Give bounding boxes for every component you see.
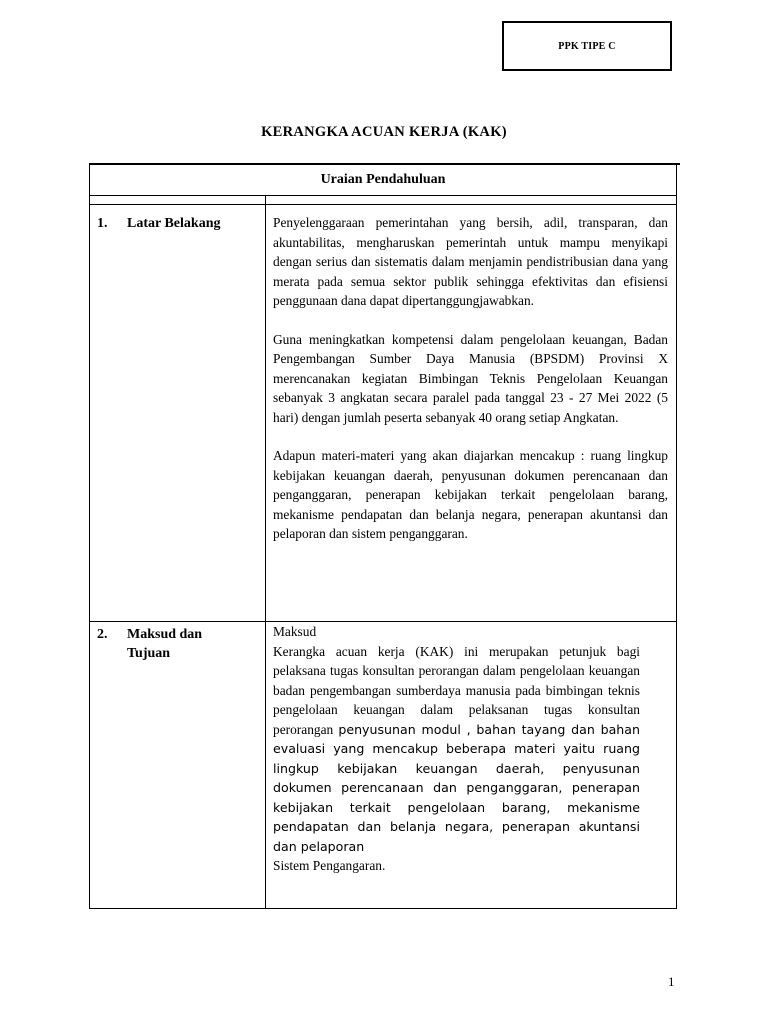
subheading-maksud: Maksud [273,624,317,639]
row-body-cell [266,205,676,621]
document-title: KERANGKA ACUAN KERJA (KAK) [261,124,507,140]
row-number: 1. [97,216,108,231]
row-label-cell [90,205,266,621]
document-type-label: PPK TIPE C [558,40,616,52]
paragraph-serif-part: Kerangka acuan kerja (KAK) ini merupakan petunjuk bagi pelaksana tugas konsultan perorangan dalam pengelolaan keuangan badan pengembangan sumberdaya manusia pada bimbingan teknis pengelolaan keuangan dalam pelaksanan tugas konsultan perorangan [273,643,640,737]
paragraph-sans-part: penyusunan modul , bahan tayang dan bahan evaluasi yang mencakup beberapa materi yaitu ruang lingkup kebijakan keuangan daerah, penyusunan dokumen perencanaan dan penganggaran, penerapan kebijakan terkait pengelolaan barang, mekanisme pendapatan dan belanja negara, penerapan akuntansi dan pelaporan [273,721,640,854]
paragraph: Guna meningkatkan kompetensi dalam pengelolaan keuangan, Badan Pengembangan Sumber Daya Manusia (BPSDM) Provinsi X merencanakan kegiatan Bimbingan Teknis Pengelolaan Keuangan sebanyak 3 angkatan secara paralel pada tanggal 23 - 27 Mei 2022 (5 hari) dengan jumlah peserta sebanyak 40 orang setiap Angkatan. [273,331,668,425]
row-label-cell [90,622,266,908]
page-number: 1 [668,974,675,989]
table-row-latar-belakang [90,205,676,622]
row-number: 2. [97,627,108,642]
row-label-line: Maksud dan [127,627,203,642]
kak-table [89,164,677,909]
spacer-body-cell [266,196,676,204]
table-header-label: Uraian Pendahuluan [320,172,446,187]
row-label: Latar Belakang [127,216,221,231]
table-header [90,165,676,196]
paragraph: Penyelenggaraan pemerintahan yang bersih, adil, transparan, dan akuntabilitas, mengharuskan pemerintah untuk mampu menyikapi dengan serius dan sistematis dalam menjamin pendistribusian dana yang merata pada semua sektor publik sehingga efektivitas dan efisiensi penggunaan dana dapat dipertanggungjawabkan. [273,215,668,308]
paragraph-maksud [273,642,640,857]
row-label [127,625,265,908]
row-label-line: Tujuan [127,646,171,661]
document-type-box [502,21,672,71]
spacer-label-cell [90,196,266,204]
table-row-maksud-tujuan [90,622,676,908]
table-spacer-row [90,196,676,205]
paragraph: Adapun materi-materi yang akan diajarkan mencakup : ruang lingkup kebijakan keuangan daerah, penyusunan dokumen perencanaan dan penganggaran, penerapan kebijakan terkait pengelolaan barang, mekanisme pendapatan dan belanja negara, penerapan akuntansi dan pelaporan dan sistem penganggaran. [273,448,668,541]
paragraph-end: Sistem Pengangaran. [273,858,386,873]
table-top-rule [89,163,680,165]
row-body-cell [266,622,676,908]
